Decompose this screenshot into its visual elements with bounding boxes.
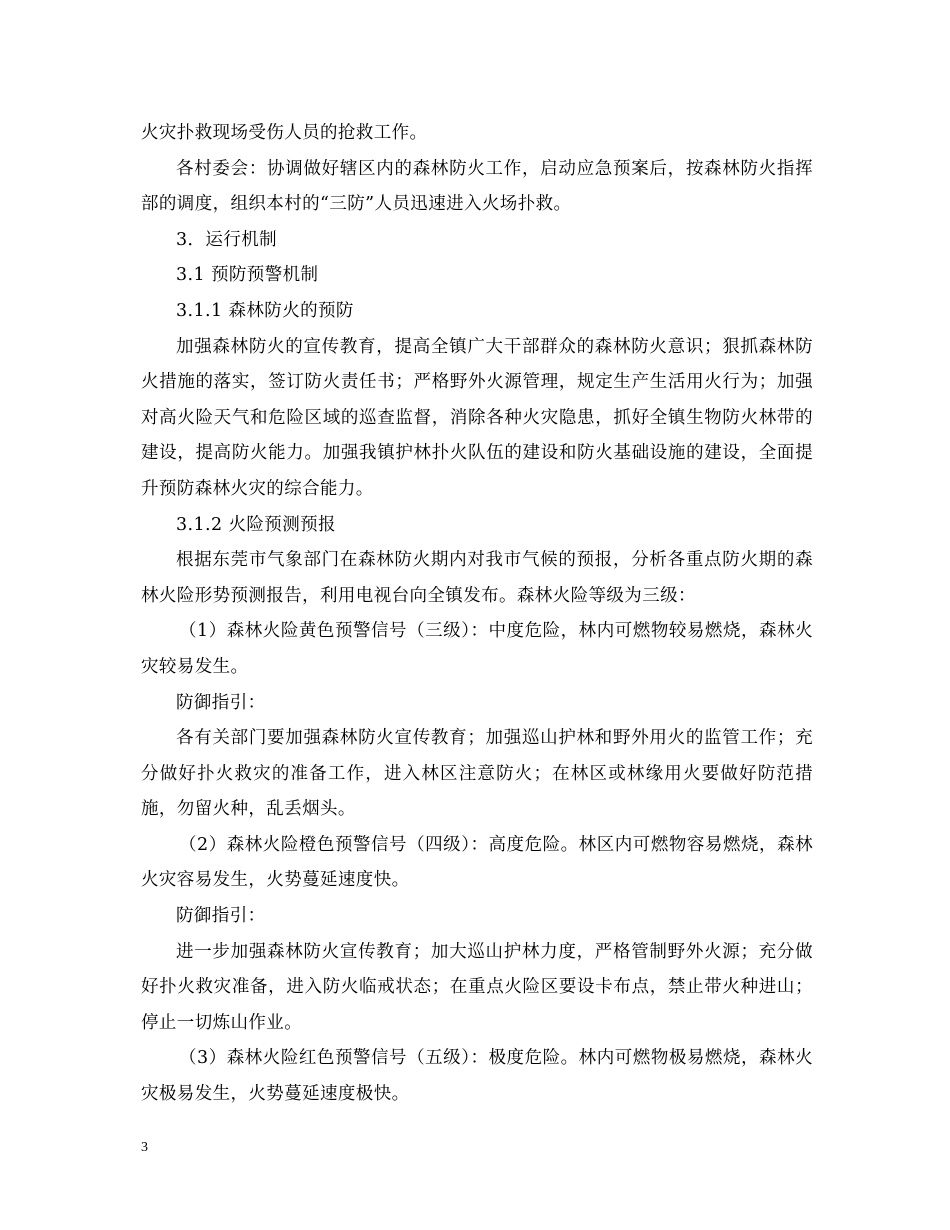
section-heading-3-1: 3.1 预防预警机制 [176, 265, 319, 286]
section-heading-3-1-2: 3.1.2 火险预测预报 [176, 514, 336, 535]
document-body [141, 116, 813, 1113]
paragraph-forecast: 根据东莞市气象部门在森林防火期内对我市气候的预报，分析各重点防火期的森林火险形势预测报告，利用电视台向全镇发布。森林火险等级为三级： [141, 550, 813, 606]
paragraph-2: 各村委会：协调做好辖区内的森林防火工作，启动应急预案后，按森林防火指挥部的调度，组织本村的“三防”人员迅速进入火场扑救。 [141, 158, 813, 215]
paragraph-prevention: 加强森林防火的宣传教育，提高全镇广大干部群众的森林防火意识；狠抓森林防火措施的落实，签订防火责任书；严格野外火源管理，规定生产生活用火行为；加强对高火险天气和危险区域的巡查监督，消除各种火灾隐患，抓好全镇生物防火林带的建设，提高防火能力。加强我镇护林扑火队伍的建设和防火基础设施的建设，全面提升预防森林火灾的综合能力。 [141, 336, 813, 499]
page-number: 3 [141, 1140, 148, 1155]
paragraph-guidance-2: 进一步加强森林防火宣传教育；加大巡山护林力度，严格管制野外火源；充分做好扑火救灾准备，进入防火临戒状态；在重点火险区要设卡布点，禁止带火种进山；停止一切炼山作业。 [141, 941, 813, 1033]
paragraph-guidance-1: 各有关部门要加强森林防火宣传教育；加强巡山护林和野外用火的监管工作；充分做好扑火救灾的准备工作，进入林区注意防火；在林区或林缘用火要做好防范措施，勿留火种，乱丢烟头。 [141, 728, 813, 820]
paragraph-1: 火灾扑救现场受伤人员的抢救工作。 [141, 123, 428, 143]
paragraph-guidance-label-2: 防御指引： [176, 906, 266, 927]
paragraph-orange-warning: （2）森林火险橙色预警信号（四级）：高度危险。林区内可燃物容易燃烧，森林火灾容易发生，火势蔓延速度快。 [141, 834, 813, 891]
paragraph-yellow-warning: （1）森林火险黄色预警信号（三级）：中度危险，林内可燃物较易燃烧，森林火灾较易发生。 [141, 621, 813, 677]
section-heading-3: 3．运行机制 [176, 229, 278, 250]
paragraph-guidance-label-1: 防御指引： [176, 692, 266, 713]
section-heading-3-1-1: 3.1.1 森林防火的预防 [176, 300, 354, 321]
paragraph-red-warning: （3）森林火险红色预警信号（五级）：极度危险。林内可燃物极易燃烧，森林火灾极易发生，火势蔓延速度极快。 [141, 1048, 813, 1105]
